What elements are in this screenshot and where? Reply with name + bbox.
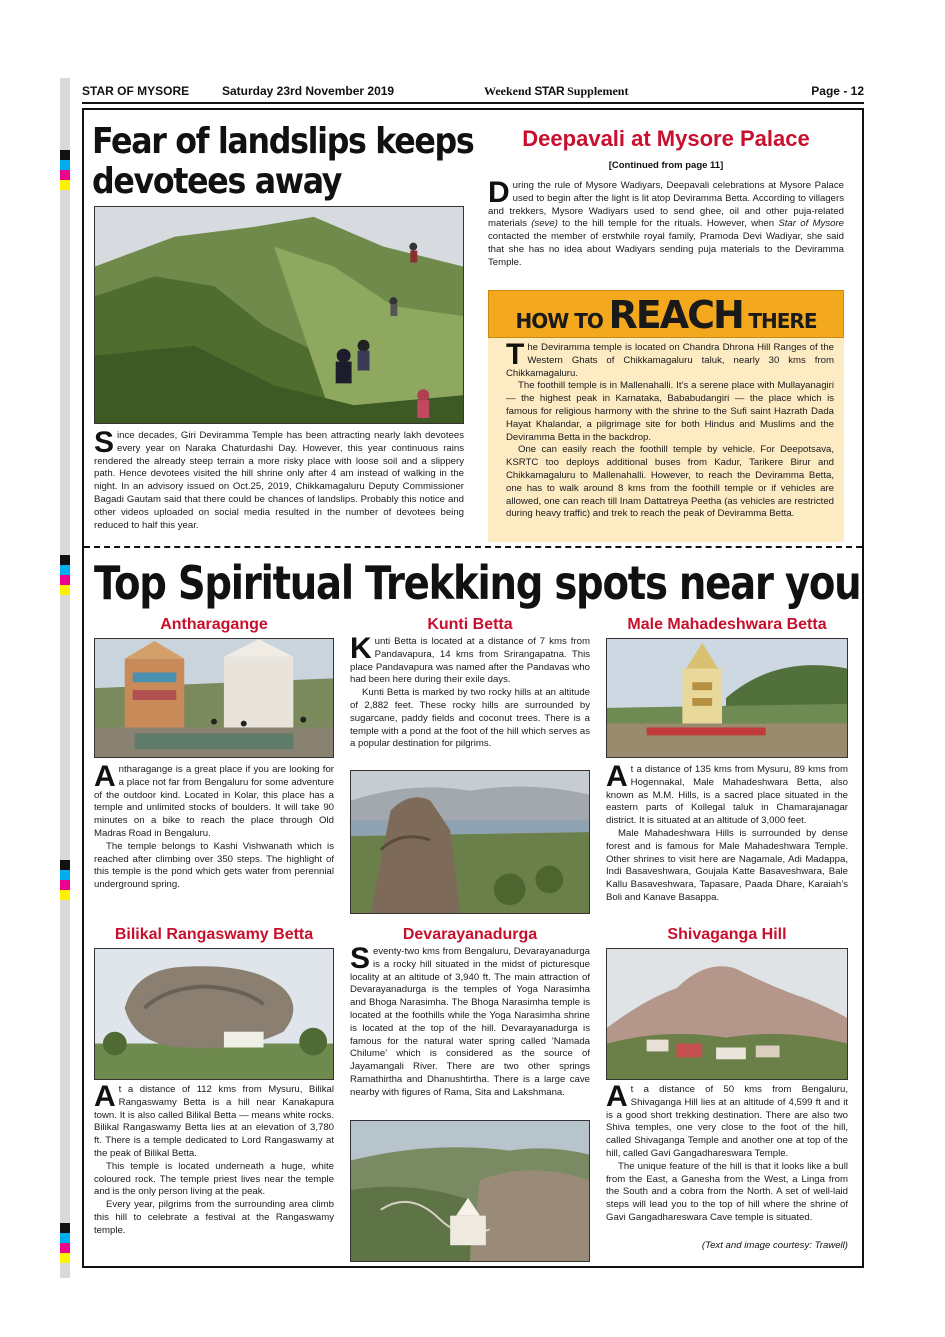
dropcap: A (94, 760, 116, 793)
page-number: Page - 12 (811, 84, 864, 98)
image-credit: (Text and image courtesy: Trawell) (701, 1240, 848, 1251)
reach-p1: he Deviramma temple is located on Chandra Dhrona Hill Ranges of the Western Ghats of Chikkamagaluru taluk, nearly 30 kms from Chikkamagaluru. (506, 342, 834, 379)
shivaganga-photo (606, 948, 848, 1080)
dropcap: S (94, 426, 115, 459)
deepavali-body-b: (seve) (531, 218, 558, 230)
newspaper-page (82, 78, 864, 1268)
bilikal-p2: This temple is located underneath a huge, white coloured rock. The temple priest lives near the temple and is the only person living at the peak. (94, 1160, 334, 1198)
reach-title-b: REACH (608, 293, 743, 337)
male-p2: Male Mahadeshwara Hills is surrounded by dense forest and is famous for Male Mahadeshwara Temple. Other shrines to visit here are Nagamale, Adi Madappa, Indi Basaveshwara, Goujala Katte Basaveshwara, Bale Kallu Basaveshwara, Tapasare, Paada Dhare, Karaiah’s Boli and Kanave Basappa. (606, 827, 848, 903)
deepavali-body-d: Star of Mysore (778, 218, 844, 230)
dropcap: A (606, 760, 628, 793)
deepavali-headline: Deepavali at Mysore Palace (522, 126, 810, 151)
how-to-reach-banner (488, 290, 844, 338)
male-title: Male Mahadeshwara Betta (627, 616, 827, 633)
shivaganga-p2: The unique feature of the hill is that it looks like a bull from the East, a Ganesha from the West, a Linga from the South and a cobra from the North. A set of well-laid steps will lead you to the top of hill where the shrine of Gavi Gangadhareswara Cave temple is situated. (606, 1160, 848, 1223)
antharagange-title: Antharagange (160, 616, 268, 633)
male-p1: t a distance of 135 kms from Mysuru, 89 kms from Hogennakal, Male Mahadeshwara Betta, also known as M.M. Hills, is a sacred place situated in the eastern parts of Kollegal taluk in Chamarajanagar district. It is situated at an altitude of 3,000 feet. (606, 764, 848, 827)
reach-p2: The foothill temple is in Mallenahalli. It’s a serene place with Mullayanagiri — the highest peak in Karnataka, Bababudangiri — the place which is famous for religious harmony with the shrine to the Sufi saint Hazrath Dada Hayat Khalandar, a pilgrimage site for both Hindus and Muslims and the Deviramma Betta in the backdrop. (506, 380, 834, 443)
devarayanadurga-title: Devarayanadurga (402, 926, 538, 943)
supplement-name (484, 84, 628, 99)
kunti-title: Kunti Betta (427, 616, 513, 633)
paper-name: STAR OF MYSORE (82, 84, 190, 98)
antharagange-p1: ntharagange is a great place if you are looking for a place not far from Bengaluru for some adventure of the outdoor kind. Located in Kolar, this place has a temple and unlimited stocks of boulders. It will take 90 minutes on a bike to reach the place through Old Madras Road in Bengaluru. (94, 764, 334, 839)
how-to-reach-article (506, 338, 834, 521)
bilikal-p3: Every year, pilgrims from the surrounding area climb this hill to celebrate a festival at the Rangaswamy temple. (94, 1199, 334, 1236)
issue-date: Saturday 23rd November 2019 (222, 84, 395, 98)
kunti-p1: unti Betta is located at a distance of 7 kms from Pandavapura, 14 kms from Srirangapatna. This place Pandavapura was named after the Pandavas who had been here during their exile days. (350, 636, 590, 686)
continued-note: [Continued from page 11] (608, 160, 724, 171)
antharagange-photo (94, 638, 334, 758)
dropcap: K (350, 632, 372, 665)
dropcap: D (488, 176, 510, 209)
deepavali-article (488, 176, 844, 270)
landslips-article (94, 426, 464, 532)
color-registration-mark (60, 1223, 70, 1263)
landslips-body: ince decades, Giri Deviramma Temple has been attracting nearly lakh devotees every year on Naraka Chaturdashi Day. However, this year continuous rains rendered the already steep terrain a more risky place with loose soil and a slippery path. Hence devotees visited the hill shrine only after 4 am instead of walking in the night. In an advisory issued on Oct.25, 2019, Chikkamagaluru Deputy Commissioner Bagadi Gautam said that there could be chances of landslips. Probably this notice and other videos uploaded on social media resulted in the number of devotees being reduced to half this year. (94, 430, 464, 531)
dropcap: A (94, 1080, 116, 1113)
bilikal-article (94, 1080, 334, 1238)
bilikal-title: Bilikal Rangaswamy Betta (114, 926, 314, 943)
deepavali-body-c: to the hill temple for the rituals. However, when (557, 218, 779, 230)
color-registration-mark (60, 150, 70, 190)
kunti-p2: Kunti Betta is marked by two rocky hills at an altitude of 2,882 feet. These rocky hills are surrounded by sugarcane, paddy fields and coconut trees. There is a temple with a pond at the foot of the hill which serves as a popular destination for pilgrims. (350, 687, 590, 750)
reach-title-c: THERE (748, 309, 817, 333)
reach-title-a: HOW TO (515, 309, 603, 333)
male-article (606, 760, 848, 905)
masthead-rule (82, 102, 864, 104)
shivaganga-p1: t a distance of 50 kms from Bengaluru, Shivaganga Hill lies at an altitude of 4,599 ft and it is a good short trekking destination. There are also two Shiva temples, one very close to the foot of the hill, called Shivaganga Temple and another one at top of the hill, called Gavi Gangadhareswara Temple. (606, 1084, 848, 1159)
registration-bar (60, 78, 70, 1278)
supplement-post: Supplement (567, 84, 629, 98)
male-photo (606, 638, 848, 758)
bilikal-photo (94, 948, 334, 1080)
antharagange-p2: The temple belongs to Kashi Vishwanath which is reached after climbing over 350 steps. The highlight of this temple is the pond which gets water from perennial underground spring. (94, 840, 334, 891)
masthead (82, 84, 864, 100)
bilikal-p1: t a distance of 112 kms from Mysuru, Bilikal Rangaswamy Betta is a hill near Kanakapura town. It is also called Bilikal Betta — means white rocks. Bilikal Rangaswamy Betta lies at an elevation of 3,780 ft. There is a temple dedicated to Lord Rangaswamy at the peak of Bilikal Betta. (94, 1084, 334, 1159)
section-divider (84, 546, 862, 548)
devarayanadurga-p1: eventy-two kms from Bengaluru, Devarayanadurga is a rocky hill situated in the midst of picturesque locality at an altitude of 3,940 ft. The main attraction of Devarayanadurga is the temples of Yoga Narasimha and Bhoga Narasimha. The Bhoga Narasimha temple is located at the foothills while the Yoga Narasimha shrine is located at the top of the hill. Devarayanadurga is famous for the natural water spring called 'Namada Chilume' which is considered as the source of Jayamangali River. There are two other springs Ramathirtha and Dhanushtirtha. There is a large cave nearby with figures of Rama, Sita and Lakshmana. (350, 946, 590, 1098)
landslips-photo (94, 206, 464, 424)
reach-p3: One can easily reach the foothill temple by vehicle. For Deepotsava, KSRTC too deploys additional buses from Kadur, Tarikere Birur and Chikkamagaluru to Mallenahalli. However, to reach the Deviramma Betta, one has to walk around 8 kms from the foothill temple or if vehicles are allowed, one can reach till Inam Dattatreya Peetha (as vehicles are restricted during heavy traffic) and trek to reach the peak of Deviramma Betta. (506, 444, 834, 520)
shivaganga-article (606, 1080, 848, 1225)
landslips-headline-line2: devotees away (92, 161, 342, 202)
landslips-headline (92, 122, 473, 202)
dropcap: S (350, 942, 371, 975)
kunti-photo (350, 770, 590, 914)
antharagange-article (94, 760, 334, 892)
color-registration-mark (60, 860, 70, 900)
landslips-headline-line1: Fear of landslips keeps (92, 121, 474, 162)
spots-headline: Top Spiritual Trekking spots near you (94, 556, 861, 610)
supplement-star: STAR (534, 84, 565, 98)
supplement-pre: Weekend (484, 84, 532, 98)
devarayanadurga-photo (350, 1120, 590, 1262)
color-registration-mark (60, 555, 70, 595)
how-to-reach-title (489, 291, 843, 337)
deepavali-body-a: uring the rule of Mysore Wadiyars, Deepavali celebrations at Mysore Palace used to begin after the light is lit atop Deviramma Betta. According to villagers and trekkers, Mysore Wadiyars used to send ghee, oil and other puja-related materials (488, 180, 844, 230)
dropcap: A (606, 1080, 628, 1113)
shivaganga-title: Shivaganga Hill (667, 926, 787, 943)
kunti-article (350, 632, 590, 751)
dropcap: T (506, 338, 525, 371)
deepavali-body-e: contacted the member of erstwhile royal family, Pramoda Devi Wadiyar, she said that she has no idea about Wadiyars sending puja materials to the Deviramma Temple. (488, 231, 844, 268)
devarayanadurga-article (350, 942, 590, 1100)
